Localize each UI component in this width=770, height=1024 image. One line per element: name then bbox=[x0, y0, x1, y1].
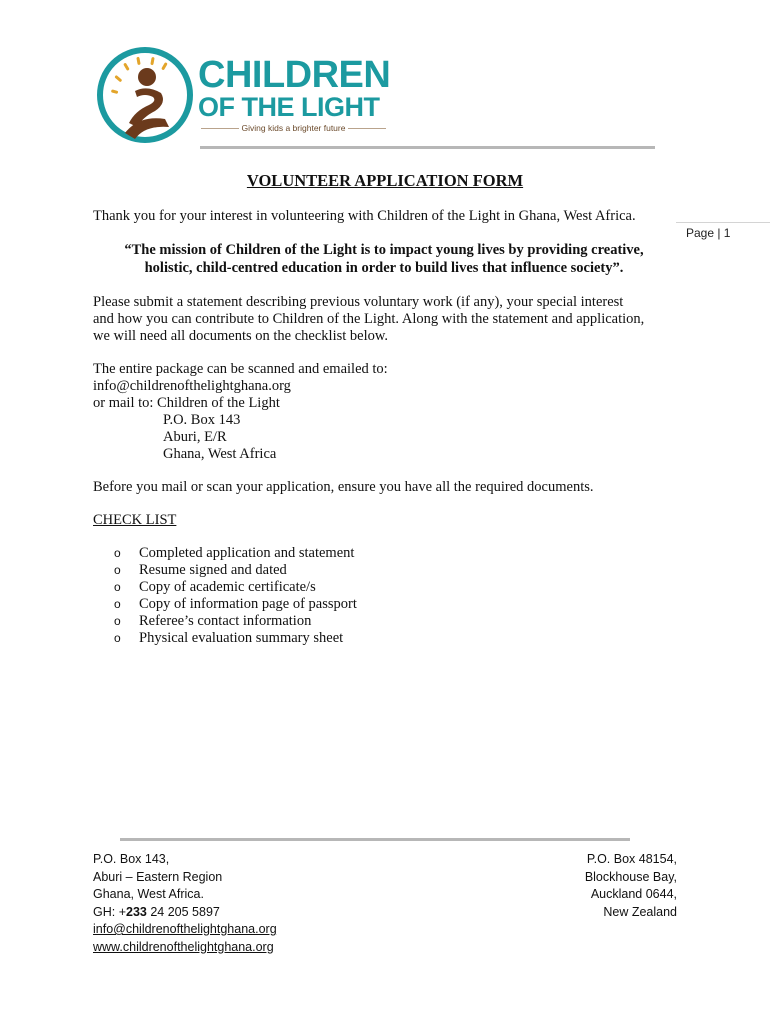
statement-line-3: we will need all documents on the checklist below. bbox=[93, 328, 389, 344]
checklist-heading: CHECK LIST bbox=[93, 512, 177, 528]
statement-line-1: Please submit a statement describing previous voluntary work (if any), your special interest bbox=[93, 294, 624, 310]
checklist-item bbox=[114, 579, 357, 596]
footer-left-line-3: Ghana, West Africa. bbox=[93, 887, 204, 901]
mail-address-line-1: P.O. Box 143 bbox=[163, 412, 241, 428]
footer-nz-address bbox=[585, 851, 677, 921]
header-divider bbox=[200, 146, 655, 149]
tagline-rule-left bbox=[201, 128, 239, 129]
phone-prefix: GH: + bbox=[93, 904, 126, 919]
checklist-item-text: Referee’s contact information bbox=[139, 613, 312, 629]
mail-address-line-3: Ghana, West Africa bbox=[163, 446, 277, 462]
checklist-bullet: o bbox=[114, 597, 121, 611]
mission-statement bbox=[93, 241, 675, 277]
checklist-item-text: Copy of academic certificate/s bbox=[139, 579, 316, 595]
organization-logo bbox=[95, 45, 395, 145]
page-number-divider bbox=[676, 222, 770, 223]
checklist-bullet: o bbox=[114, 580, 121, 594]
checklist-item bbox=[114, 545, 357, 562]
page-number: Page | 1 bbox=[686, 226, 731, 240]
footer-left-line-1: P.O. Box 143, bbox=[93, 852, 170, 866]
footer-email-link[interactable]: info@childrenofthelightghana.org bbox=[93, 922, 277, 936]
footer-phone bbox=[93, 904, 277, 922]
footer-right-line-4: New Zealand bbox=[603, 904, 677, 919]
checklist-item bbox=[114, 613, 357, 630]
form-title: VOLUNTEER APPLICATION FORM bbox=[246, 171, 524, 190]
footer-ghana-address bbox=[93, 851, 277, 956]
checklist-item-text: Resume signed and dated bbox=[139, 562, 287, 578]
footer-right-line-1: P.O. Box 48154, bbox=[586, 852, 677, 866]
mail-address-line-2: Aburi, E/R bbox=[163, 429, 227, 445]
checklist-bullet: o bbox=[114, 631, 121, 645]
before-mailing-note: Before you mail or scan your application, ensure you have all the required documents. bbox=[93, 479, 594, 495]
tagline-text: Giving kids a brighter future bbox=[241, 123, 346, 133]
contact-email[interactable]: info@childrenofthelightghana.org bbox=[93, 378, 291, 394]
document-checklist bbox=[114, 545, 357, 647]
intro-text: Thank you for your interest in volunteering with Children of the Light in Ghana, West Africa. bbox=[93, 208, 636, 224]
logo-title-line1: CHILDREN bbox=[198, 54, 391, 96]
footer-website-link[interactable]: www.childrenofthelightghana.org bbox=[93, 939, 274, 954]
logo-emblem-icon bbox=[95, 45, 195, 145]
checklist-item-text: Copy of information page of passport bbox=[139, 596, 357, 612]
checklist-item bbox=[114, 630, 357, 647]
checklist-item-text: Physical evaluation summary sheet bbox=[139, 630, 344, 646]
footer-right-line-3: Auckland 0644, bbox=[590, 887, 677, 901]
checklist-bullet: o bbox=[114, 563, 121, 577]
tagline-rule-right bbox=[348, 128, 386, 129]
checklist-item bbox=[114, 562, 357, 579]
footer-left-line-2: Aburi – Eastern Region bbox=[93, 869, 223, 884]
footer-right-line-2: Blockhouse Bay, bbox=[584, 869, 677, 884]
mission-line-2: holistic, child-centred education in order to build lives that influence society”. bbox=[144, 260, 624, 276]
footer-divider bbox=[120, 838, 630, 841]
phone-country-code: 233 bbox=[126, 904, 147, 919]
phone-number: 24 205 5897 bbox=[146, 904, 220, 919]
logo-tagline bbox=[201, 123, 386, 133]
mission-line-1: “The mission of Children of the Light is to impact young lives by providing creative, bbox=[124, 242, 644, 258]
mail-to-line: or mail to: Children of the Light bbox=[93, 395, 280, 411]
logo-title-line2: OF THE LIGHT bbox=[198, 92, 380, 122]
checklist-item bbox=[114, 596, 357, 613]
statement-line-2: and how you can contribute to Children of the Light. Along with the statement and application, bbox=[93, 311, 645, 327]
checklist-item-text: Completed application and statement bbox=[139, 545, 355, 561]
package-instructions: The entire package can be scanned and emailed to: bbox=[93, 361, 388, 377]
checklist-bullet: o bbox=[114, 614, 121, 628]
checklist-bullet: o bbox=[114, 546, 121, 560]
